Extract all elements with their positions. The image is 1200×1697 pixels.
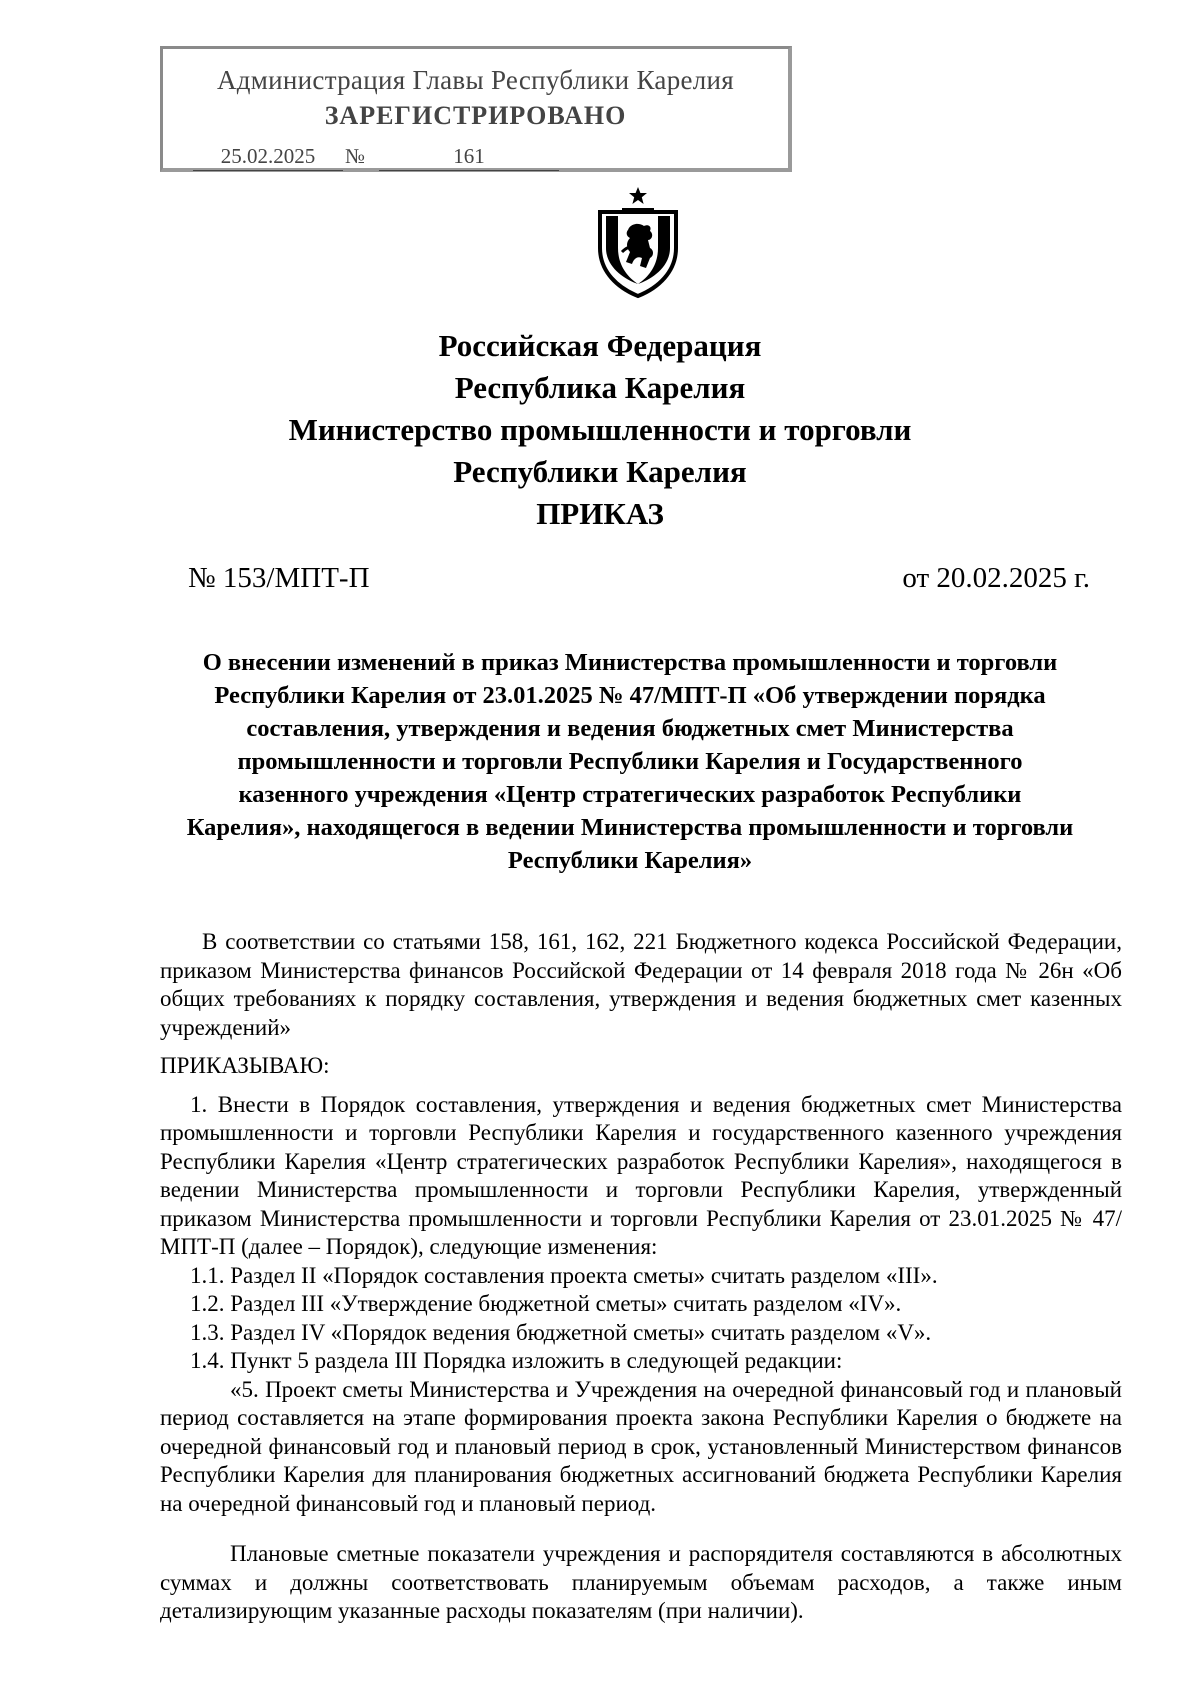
item-1-4: 1.4. Пункт 5 раздела III Порядка изложить в следующей редакции: xyxy=(190,1348,843,1373)
order-number: № 153/МПТ-П xyxy=(188,562,370,594)
item-1: 1. Внести в Порядок составления, утверждения и ведения бюджетных смет Министерства промышленности и торговли Республики Карелия и государственного казенного учреждения Республики Карелия «Центр стратегических разработок Республики Карелия», находящегося в ведении Министерства промышленности и торговли Республики Карелия, утвержденный приказом Министерства промышленности и торговли Республики Карелия от 23.01.2025 № 47/МПТ-П (далее – Порядок), следующие изменения: xyxy=(160,1091,1122,1259)
title-line: Карелия», находящегося в ведении Министерства промышленности и торговли xyxy=(186,814,1074,841)
order-subject-title xyxy=(150,646,1110,877)
item-1-3: 1.3. Раздел IV «Порядок ведения бюджетной сметы» считать разделом «V». xyxy=(190,1319,932,1345)
title-line: составления, утверждения и ведения бюджетных смет Министерства xyxy=(246,715,1014,742)
registration-stamp xyxy=(160,46,792,172)
stamp-registered-line: ЗАРЕГИСТРИРОВАНО xyxy=(324,101,627,130)
header-ministry-republic: Республики Карелия xyxy=(453,454,747,489)
stamp-number-label: № xyxy=(345,144,366,168)
title-line: казенного учреждения «Центр стратегических разработок Республики xyxy=(238,781,1022,808)
order-word: ПРИКАЗЫВАЮ: xyxy=(160,1053,330,1078)
plan-paragraph: Плановые сметные показатели учреждения и распорядителя составляются в абсолютных суммах и должны соответствовать планируемым объемам расходов, а также иным детализирующим указанные расходы показателям (при наличии). xyxy=(160,1541,1122,1623)
stamp-date: 25.02.2025 xyxy=(193,144,343,171)
preamble-paragraph: В соответствии со статьями 158, 161, 162, 221 Бюджетного кодекса Российской Федерации, приказом Министерства финансов Российской Федерации от 14 февраля 2018 года № 26н «Об общих требованиях к порядку составления, утверждения и ведения бюджетных смет казенных учреждений» xyxy=(160,929,1122,1040)
stamp-number: 161 xyxy=(379,144,559,171)
document-header xyxy=(0,325,1200,535)
header-order-title: ПРИКАЗ xyxy=(536,496,664,531)
header-federation: Российская Федерация xyxy=(438,328,762,363)
title-line: промышленности и торговли Республики Карелия и Государственного xyxy=(237,748,1023,775)
stamp-administration-line: Администрация Главы Республики Карелия xyxy=(216,65,735,95)
title-line: Республики Карелия» xyxy=(507,847,753,874)
item-1-2: 1.2. Раздел III «Утверждение бюджетной сметы» считать разделом «IV». xyxy=(190,1291,902,1316)
header-ministry: Министерство промышленности и торговли xyxy=(288,412,912,447)
quote-point-5: «5. Проект сметы Министерства и Учреждения на очередной финансовый год и плановый период составляется на этапе формирования проекта закона Республики Карелия о бюджете на очередной финансовый год и плановый период в срок, установленный Министерством финансов Республики Карелия для планирования бюджетных ассигнований бюджета Республики Карелия на очередной финансовый год и плановый период. xyxy=(160,1376,1122,1516)
item-1-1: 1.1. Раздел II «Порядок составления проекта сметы» считать разделом «III». xyxy=(190,1262,938,1288)
document-body xyxy=(160,928,1122,1626)
header-republic: Республика Карелия xyxy=(454,370,746,405)
order-date: от 20.02.2025 г. xyxy=(902,562,1090,594)
title-line: Республики Карелия от 23.01.2025 № 47/МПТ-П «Об утверждении порядка xyxy=(214,682,1046,709)
title-line: О внесении изменений в приказ Министерства промышленности и торговли xyxy=(202,649,1058,676)
karelia-coat-of-arms-icon xyxy=(592,186,684,300)
